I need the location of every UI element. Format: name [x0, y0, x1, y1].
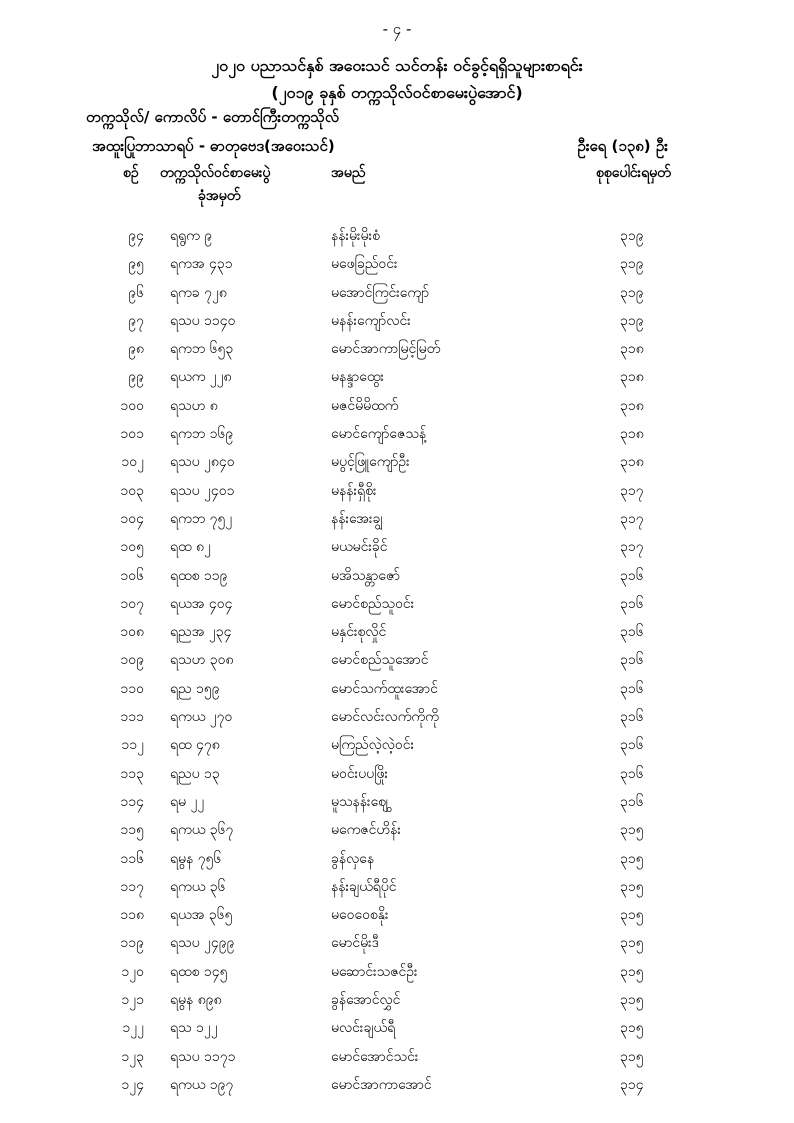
row-number: ၉၉ [128, 369, 144, 386]
row-number: ၉၈ [128, 341, 144, 358]
student-name: မယမင်းခိုင် [331, 539, 388, 556]
table-row [0, 958, 794, 986]
student-name: မောင်စည်သူဝင်း [331, 595, 415, 612]
student-name: မဇင်မိမိထက် [331, 397, 399, 414]
student-name: မဝင်းပပဖြိုး [331, 765, 389, 782]
table-row [0, 788, 794, 816]
total-mark: ၃၁၅ [620, 963, 644, 980]
table-row [0, 731, 794, 759]
table-row [0, 533, 794, 561]
row-number: ၁၁၉ [120, 935, 144, 952]
total-mark: ၃၁၆ [620, 680, 644, 697]
document-subtitle: (၂၀၁၉ ခုနှစ် တက္ကသိုလ်ဝင်စာမေးပွဲအောင်) [271, 83, 523, 102]
total-mark: ၃၁၇ [620, 482, 644, 499]
student-name: မအောင်ကြင်းကျော် [331, 284, 430, 301]
table-row [0, 816, 794, 844]
roll-number: ရသပ ၂၈၄၀ [170, 454, 235, 471]
total-mark: ၃၁၇ [620, 510, 644, 527]
table-row [0, 845, 794, 873]
table-row [0, 250, 794, 278]
total-count-label: ဦးရေ (၁၃၈) ဦး [577, 137, 668, 155]
roll-number: ရညပ ၁၃ [170, 765, 220, 782]
total-mark: ၃၁၉ [620, 284, 644, 301]
row-number: ၁၀၁ [120, 426, 144, 443]
total-mark: ၃၁၆ [620, 793, 644, 810]
row-number: ၁၀၂ [121, 454, 144, 471]
column-header-roll: တက္ကသိုလ်ဝင်စာမေးပွဲ [160, 165, 271, 181]
roll-number: ရကအ ၄၃၁ [170, 256, 233, 273]
row-number: ၁၁၆ [120, 850, 144, 867]
student-name: ခွန်လှနေ [331, 850, 375, 867]
student-name: မလင်းချယ်ရီ [331, 1020, 396, 1037]
student-name: မောင်မိုးဒီ [331, 935, 379, 952]
row-number: ၁၀၅ [120, 539, 144, 556]
student-name: မအိသန္တာဇော် [331, 567, 401, 584]
total-mark: ၃၁၅ [620, 992, 644, 1009]
roll-number: ရကဘ ၇၅၂ [170, 510, 233, 527]
table-row [0, 279, 794, 307]
roll-number: ရကယ ၁၉၇ [170, 1076, 234, 1093]
roll-number: ရကခ ၇၂၈ [170, 284, 227, 301]
column-header-no: စဉ် [123, 165, 139, 181]
roll-number: ရထ ၈၂ [170, 539, 211, 556]
row-number: ၁၂၂ [122, 1020, 144, 1037]
roll-number: ရယအ ၃၆၅ [170, 907, 233, 924]
roll-number: ရကဘ ၁၆၉ [170, 426, 234, 443]
roll-number: ရသပ ၂၄၉၉ [170, 935, 235, 952]
roll-number: ရရွက ၉ [170, 228, 213, 244]
table-row [0, 760, 794, 788]
document-title: ၂၀၂၀ ပညာသင်နှစ် အဝေးသင် သင်တန်း ဝင်ခွင့်ရရှိသူများစာရင်း [211, 56, 583, 75]
roll-number: ရသ ၁၂၂ [170, 1020, 218, 1037]
table-row [0, 335, 794, 363]
row-number: ၁၁၁ [120, 709, 144, 726]
table-row [0, 392, 794, 420]
roll-number: ရကယ ၃၆၇ [170, 822, 234, 839]
roll-number: ရထစ ၁၁၉ [170, 567, 228, 584]
table-row [0, 477, 794, 505]
student-name: မကြည်လဲ့လဲ့ဝင်း [331, 737, 415, 754]
table-row [0, 703, 794, 731]
total-mark: ၃၁၆ [620, 765, 644, 782]
roll-number: ရယအ ၄၀၄ [170, 595, 233, 612]
student-name: မဝေဝေစနိုး [331, 907, 389, 924]
row-number: ၁၀၈ [120, 624, 144, 641]
student-name: မပွင့်ဖြူကျော်ဦး [331, 454, 410, 471]
table-row [0, 448, 794, 476]
major-subject-label: အထူးပြုဘာသာရပ် - ဓာတုဗေဒ(အဝေးသင်) [92, 137, 335, 155]
total-mark: ၃၁၆ [620, 624, 644, 641]
table-row [0, 646, 794, 674]
total-mark: ၃၁၅ [620, 878, 644, 895]
total-mark: ၃၁၇ [620, 539, 644, 556]
student-name: မောင်အောင်သင်း [331, 1048, 419, 1065]
row-number: ၁၂၄ [121, 1076, 144, 1093]
total-mark: ၃၁၈ [620, 369, 644, 386]
student-name: မနန္ဒာထွေး [331, 369, 384, 386]
table-row [0, 929, 794, 957]
total-mark: ၃၁၄ [620, 1076, 644, 1093]
row-number: ၁၀၀ [120, 397, 144, 414]
student-name: မောင်ကျော်ဇေသန့် [331, 426, 427, 443]
column-header-mark: စုစုပေါင်းရမှတ် [596, 165, 671, 181]
roll-number: ရမွန ၈၉၈ [170, 992, 222, 1009]
row-number: ၉၇ [128, 312, 144, 329]
row-number: ၁၁၇ [120, 878, 144, 895]
student-name: နန်းချယ်ရီပိုင် [331, 878, 397, 895]
total-mark: ၃၁၈ [620, 454, 644, 471]
row-number: ၁၂၁ [121, 992, 144, 1009]
student-name: နန်းမိုးမိုးစံ [331, 228, 381, 244]
column-header-name: အမည် [331, 165, 366, 181]
roll-number: ရသဟ ၈ [170, 397, 218, 414]
student-name: မောင်အာကာမြင့်မြတ် [331, 341, 441, 358]
total-mark: ၃၁၈ [620, 426, 644, 443]
student-name: မူသနန်းဈွေ [331, 793, 389, 810]
column-header-roll-line2: ခုံအမှတ် [198, 188, 241, 204]
table-row [0, 505, 794, 533]
total-mark: ၃၁၅ [620, 822, 644, 839]
row-number: ၁၁၀ [120, 680, 144, 697]
student-name: မနှင်းစုလှိုင် [331, 624, 387, 641]
page-number: - ၄ - [382, 20, 412, 38]
roll-number: ရမွန ၇၅၆ [170, 850, 222, 867]
university-label: တက္ကသိုလ်/ ကောလိပ် - တောင်ကြီးတက္ကသိုလ် [86, 108, 339, 126]
student-name: မနန်းရှီစိုး [331, 482, 377, 499]
student-name: မကေဇင်ဟိန်း [331, 822, 401, 839]
row-number: ၁၁၄ [120, 793, 144, 810]
roll-number: ရထစ ၁၄၅ [170, 963, 228, 980]
row-number: ၁၀၉ [120, 652, 144, 669]
row-number: ၁၁၃ [120, 765, 144, 782]
row-number: ၉၅ [128, 256, 144, 273]
roll-number: ရသဟ ၃၀၈ [170, 652, 234, 669]
student-name: မဆောင်းသဇင်ဦး [331, 963, 418, 980]
row-number: ၁၁၅ [120, 822, 144, 839]
table-row [0, 1043, 794, 1071]
roll-number: ရမ ၂၂ [170, 793, 205, 810]
table-row [0, 618, 794, 646]
roll-number: ရကယ ၂၇၀ [170, 709, 233, 726]
row-number: ၉၄ [128, 228, 144, 244]
roll-number: ရညအ ၂၃၄ [170, 624, 232, 641]
row-number: ၁၁၈ [120, 907, 144, 924]
results-list [0, 222, 794, 1099]
total-mark: ၃၁၉ [620, 312, 644, 329]
row-number: ၁၀၄ [120, 510, 144, 527]
table-row [0, 986, 794, 1014]
total-mark: ၃၁၆ [620, 709, 644, 726]
roll-number: ရသပ ၁၁၇၁ [170, 1048, 236, 1065]
total-mark: ၃၁၉ [620, 256, 644, 273]
table-row [0, 420, 794, 448]
table-row [0, 307, 794, 335]
roll-number: ရည ၁၅၉ [170, 680, 220, 697]
roll-number: ရကဘ ၆၅၃ [170, 341, 234, 358]
table-row [0, 562, 794, 590]
total-mark: ၃၁၅ [620, 850, 644, 867]
student-name: မောင်အာကာအောင် [331, 1076, 432, 1093]
table-row [0, 590, 794, 618]
row-number: ၁၀၃ [120, 482, 144, 499]
student-name: မနန်းကျော်လင်း [331, 312, 411, 329]
table-row [0, 901, 794, 929]
total-mark: ၃၁၆ [620, 567, 644, 584]
total-mark: ၃၁၅ [620, 1048, 644, 1065]
row-number: ၁၂၃ [121, 1048, 144, 1065]
table-row [0, 363, 794, 391]
student-name: နန်းအေးချွ [331, 510, 383, 527]
row-number: ၁၀၆ [120, 567, 144, 584]
total-mark: ၃၁၅ [620, 1020, 644, 1037]
total-mark: ၃၁၈ [620, 341, 644, 358]
table-row [0, 675, 794, 703]
total-mark: ၃၁၆ [620, 737, 644, 754]
student-name: မောင်သက်ထူးအောင် [331, 680, 438, 697]
roll-number: ရသပ ၂၄၀၁ [170, 482, 235, 499]
total-mark: ၃၁၅ [620, 907, 644, 924]
table-row [0, 222, 794, 250]
row-number: ၁၀၇ [120, 595, 144, 612]
roll-number: ရထ ၄၇၈ [170, 737, 220, 754]
table-row [0, 1071, 794, 1099]
student-name: မောင်စည်သူအောင် [331, 652, 429, 669]
row-number: ၁၁၂ [121, 737, 144, 754]
total-mark: ၃၁၈ [620, 397, 644, 414]
roll-number: ရကယ ၃၆ [170, 878, 226, 895]
student-name: မဖေခြည်ဝင်း [331, 256, 398, 273]
roll-number: ရယက ၂၂၈ [170, 369, 232, 386]
row-number: ၉၆ [128, 284, 144, 301]
row-number: ၁၂၀ [121, 963, 144, 980]
total-mark: ၃၁၉ [620, 228, 644, 244]
total-mark: ၃၁၅ [620, 935, 644, 952]
total-mark: ၃၁၆ [620, 595, 644, 612]
table-row [0, 1014, 794, 1042]
total-mark: ၃၁၆ [620, 652, 644, 669]
roll-number: ရသပ ၁၁၄၀ [170, 312, 236, 329]
student-name: မောင်လင်းလက်ကိုကို [331, 709, 439, 726]
student-name: ခွန်အောင်လွှင် [331, 992, 401, 1009]
table-row [0, 873, 794, 901]
